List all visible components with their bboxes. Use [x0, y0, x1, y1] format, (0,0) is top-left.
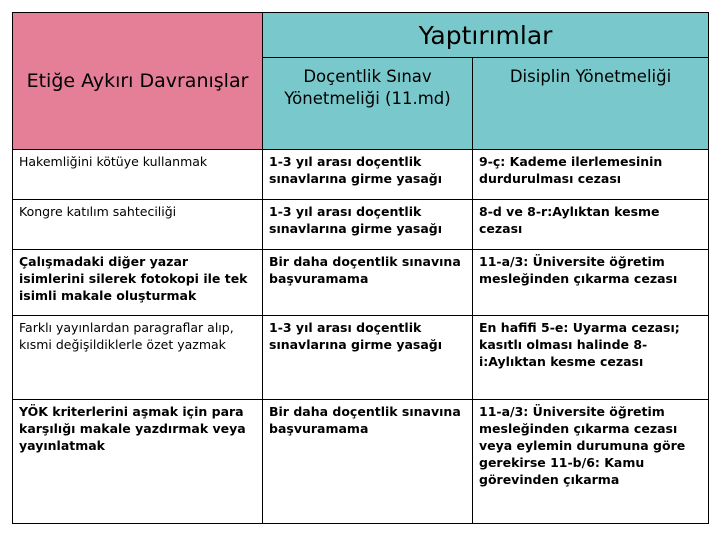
docentlik-sanction-cell: Bir daha doçentlik sınavına başvuramama	[263, 250, 473, 316]
ethics-sanctions-table	[12, 12, 709, 524]
header-row-top	[13, 13, 709, 58]
behavior-cell: Farklı yayınlardan paragraflar alıp, kısmi değişildiklerle özet yazmak	[13, 316, 263, 400]
table-row	[13, 400, 709, 524]
docentlik-sanction-cell: 1-3 yıl arası doçentlik sınavlarına girme yasağı	[263, 200, 473, 250]
header-sanctions: Yaptırımlar	[263, 13, 709, 58]
header-unethical-behaviors: Etiğe Aykırı Davranışlar	[13, 13, 263, 150]
behavior-cell: Hakemliğini kötüye kullanmak	[13, 150, 263, 200]
discipline-sanction-cell: En hafifi 5-e: Uyarma cezası; kasıtlı olması halinde 8-i:Aylıktan kesme cezası	[473, 316, 709, 400]
behavior-cell: Kongre katılım sahteciliği	[13, 200, 263, 250]
docentlik-sanction-cell: 1-3 yıl arası doçentlik sınavlarına girme yasağı	[263, 316, 473, 400]
header-docentlik-regulation: Doçentlik Sınav Yönetmeliği (11.md)	[263, 58, 473, 150]
behavior-cell: Çalışmadaki diğer yazar isimlerini silerek fotokopi ile tek isimli makale oluşturmak	[13, 250, 263, 316]
table-row	[13, 250, 709, 316]
docentlik-sanction-cell: Bir daha doçentlik sınavına başvuramama	[263, 400, 473, 524]
discipline-sanction-cell: 9-ç: Kademe ilerlemesinin durdurulması cezası	[473, 150, 709, 200]
table-row	[13, 150, 709, 200]
table-row	[13, 316, 709, 400]
discipline-sanction-cell: 11-a/3: Üniversite öğretim mesleğinden çıkarma cezası	[473, 250, 709, 316]
discipline-sanction-cell: 8-d ve 8-r:Aylıktan kesme cezası	[473, 200, 709, 250]
table-row	[13, 200, 709, 250]
behavior-cell: YÖK kriterlerini aşmak için para karşılığı makale yazdırmak veya yayınlatmak	[13, 400, 263, 524]
header-discipline-regulation: Disiplin Yönetmeliği	[473, 58, 709, 150]
discipline-sanction-cell: 11-a/3: Üniversite öğretim mesleğinden çıkarma cezası veya eylemin durumuna göre gerekirse 11-b/6: Kamu görevinden çıkarma	[473, 400, 709, 524]
docentlik-sanction-cell: 1-3 yıl arası doçentlik sınavlarına girme yasağı	[263, 150, 473, 200]
